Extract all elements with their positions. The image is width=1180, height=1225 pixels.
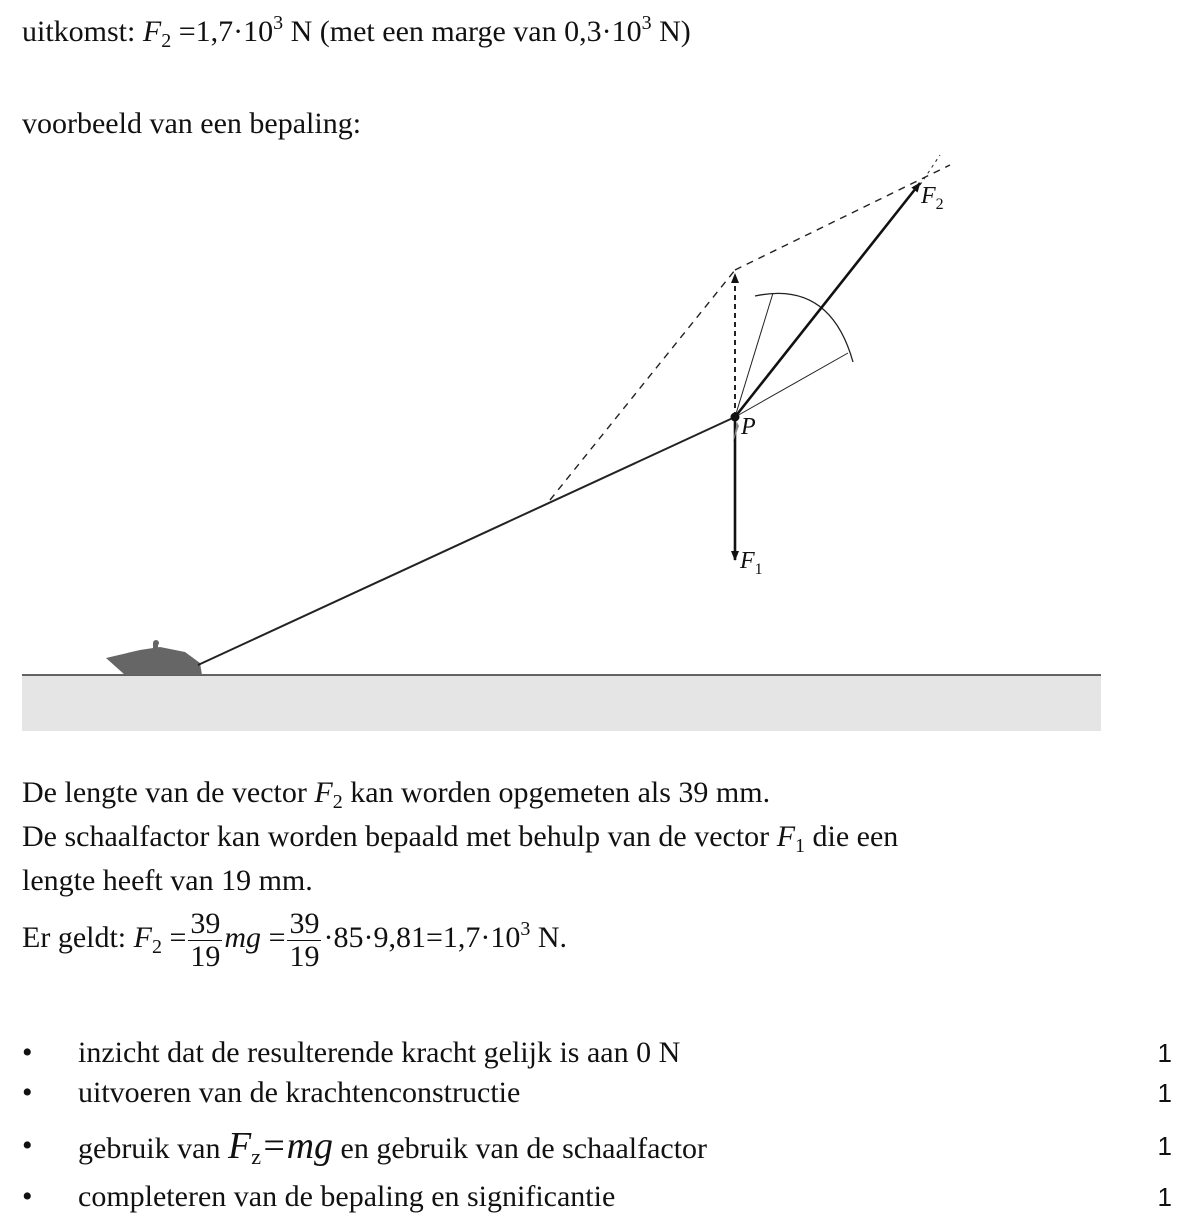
fraction-1-denominator: 19 [190, 939, 221, 973]
criterion-3-math [228, 1125, 333, 1167]
criterion-score: 1 [1157, 1182, 1172, 1212]
criterion-3-pre: gebruik van [78, 1132, 228, 1165]
explanation-line-2 [22, 819, 898, 855]
formula-eq1: = [161, 921, 187, 954]
formula-rest: ·85·9,81=1,7·10 [323, 921, 521, 954]
criterion-score: 1 [1157, 1131, 1172, 1161]
formula-unit: N. [530, 921, 568, 954]
formula-var: F [133, 921, 152, 954]
fraction-1 [188, 908, 222, 973]
formula-mg: mg [224, 921, 262, 954]
answer-unit: N [283, 15, 313, 48]
explanation-1b: kan worden opgemeten als 39 mm. [342, 776, 771, 809]
formula-exponent: 3 [520, 918, 531, 940]
explanation-1a: De lengte van de vector [22, 776, 315, 809]
explanation-2-sub: 1 [795, 835, 806, 857]
fraction-2-denominator: 19 [289, 939, 320, 973]
vector-f2 [735, 183, 920, 417]
construction-line-top [735, 165, 950, 270]
formula-var-sub: 2 [151, 936, 162, 958]
answer-value: =1,7·10 [171, 15, 274, 48]
answer-margin-value: 0,3·10 [564, 15, 642, 48]
answer-variable: F [142, 15, 162, 48]
point-p [731, 413, 740, 422]
label-f2: $F_2$ [921, 183, 944, 213]
force-diagram [0, 150, 1180, 740]
answer-variable-sub: 2 [161, 30, 172, 52]
rope-line [198, 417, 735, 665]
label-p: P [741, 414, 756, 440]
explanation-line-1 [22, 775, 770, 811]
answer-margin-open: (met een marge van [312, 15, 565, 48]
formula-line [22, 903, 567, 973]
construction-extension [920, 155, 940, 185]
answer-line [22, 14, 691, 50]
speedboat-icon [106, 640, 202, 675]
criterion-text: uitvoeren van de krachtenconstructie [78, 1076, 521, 1109]
criterion-text [78, 1125, 708, 1169]
bullet: • [22, 1036, 33, 1069]
formula-eq2: = [261, 921, 286, 954]
explanation-2a: De schaalfactor kan worden bepaald met behulp van de vector [22, 820, 777, 853]
explanation-1-var: F [314, 776, 333, 809]
answer-prefix: uitkomst: [22, 15, 136, 48]
explanation-line-3: lengte heeft van 19 mm. [22, 864, 313, 897]
explanation-2-var: F [776, 820, 796, 853]
label-f1: $F_1$ [740, 548, 763, 578]
bullet: • [22, 1076, 33, 1109]
criterion-text: completeren van de bepaling en significantie [78, 1180, 616, 1213]
answer-margin-exponent: 3 [641, 12, 652, 34]
criterion-3-post: en gebruik van de schaalfactor [333, 1132, 708, 1165]
criterion-3-math-var: F [227, 1125, 252, 1167]
answer-margin-close: N) [651, 15, 691, 48]
fraction-2 [287, 908, 321, 973]
criterion-3-math-sub: z [251, 1144, 261, 1169]
fraction-2-numerator: 39 [289, 906, 320, 940]
fraction-1-numerator: 39 [190, 906, 221, 940]
construction-line-left [550, 270, 735, 500]
answer-exponent: 3 [273, 12, 284, 34]
explanation-2b: die een [805, 820, 899, 853]
bullet: • [22, 1180, 33, 1213]
explanation-1-sub: 2 [332, 791, 343, 813]
criterion-text: inzicht dat de resulterende kracht gelijk is aan 0 N [78, 1036, 681, 1069]
bullet: • [22, 1129, 33, 1162]
ground [22, 675, 1101, 731]
example-heading: voorbeeld van een bepaling: [22, 107, 362, 140]
criterion-3-math-eq: =mg [260, 1125, 334, 1167]
formula-prefix: Er geldt: [22, 921, 134, 954]
criterion-score: 1 [1157, 1078, 1172, 1108]
criterion-score: 1 [1157, 1038, 1172, 1068]
